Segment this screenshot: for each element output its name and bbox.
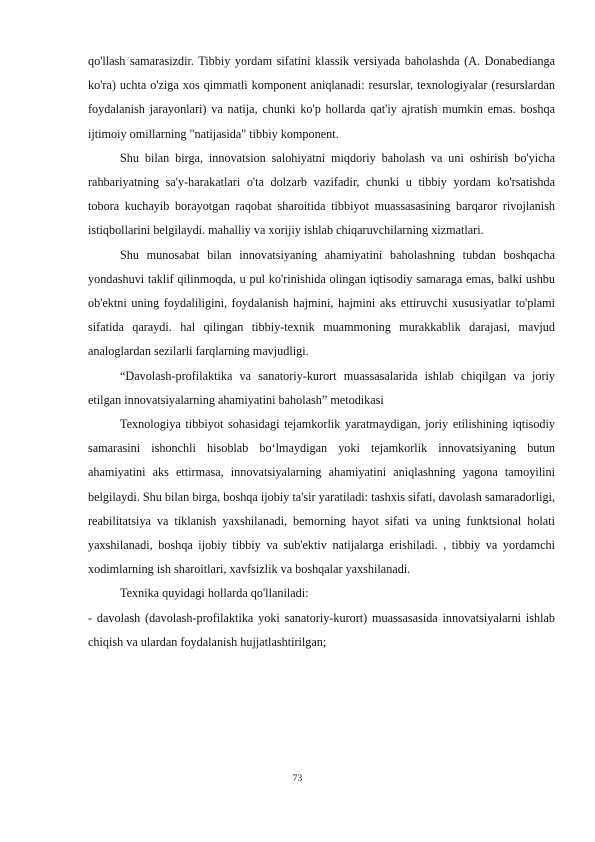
page-body — [88, 49, 555, 654]
paragraph-5: Texnologiya tibbiyot sohasidagi tejamkorlik yaratmaydigan, joriy etilishining iqtisodiy samarasini ishonchli hisoblab bo‘lmaydigan yoki tejamkorlik innovatsiyaning butun ahamiyatini aks ettirmasa, innovatsiyalarning ahamiyatini aniqlashning yagona tamoyilini belgilaydi. Shu bilan birga, boshqa ijobiy ta'sir yaratiladi: tashxis sifati, davolash samaradorligi, reabilitatsiya va tiklanish yaxshilanadi, bemorning hayot sifati va uning funktsional holati yaxshilanadi, boshqa ijobiy tibbiy va sub'ektiv natijalarga erishiladi. , tibbiy va yordamchi xodimlarning ish sharoitlari, xavfsizlik va boshqalar yaxshilanadi. — [88, 417, 555, 577]
paragraph-1: qo'llash samarasizdir. Tibbiy yordam sifatini klassik versiyada baholashda (A. Donabedianga ko'ra) uchta o'ziga xos qimmatli komponent aniqlanadi: resurslar, texnologiyalar (resurslardan foydalanish jarayonlari) va natija, chunki ko'p hollarda qat'iy ajratish mumkin emas. boshqa ijtimoiy omillarning "natijasida" tibbiy komponent. — [88, 54, 555, 141]
paragraph-6: Texnika quyidagi hollarda qo'llaniladi: — [120, 586, 309, 601]
paragraph-3: Shu munosabat bilan innovatsiyaning ahamiyatini baholashning tubdan boshqacha yondashuvi taklif qilinmoqda, u pul ko'rinishida olingan iqtisodiy samaraga emas, balki ushbu ob'ektni uning foydaliligini, foydalanish hajmini, hajmini aks ettiruvchi xususiyatlar to'plami sifatida qaraydi. hal qilingan tibbiy-texnik muammoning murakkablik darajasi, mavjud analoglardan sezilarli farqlarning mavjudligi. — [88, 247, 555, 359]
paragraph-2: Shu bilan birga, innovatsion salohiyatni miqdoriy baholash va uni oshirish bo'yicha rahbariyatning sa'y-harakatlari o'ta dolzarb vazifadir, chunki u tibbiy yordam ko'rsatishda tobora kuchayib borayotgan raqobat sharoitida tibbiyot muassasasining barqaror rivojlanish istiqbollarini belgilaydi. mahalliy va xorijiy ishlab chiqaruvchilarning xizmatlari. — [88, 150, 555, 238]
page-number: 73 — [292, 774, 303, 784]
paragraph-4: “Davolash-profilaktika va sanatoriy-kurort muassasalarida ishlab chiqilgan va joriy etilgan innovatsiyalarning ahamiyatini baholash” metodikasi — [88, 368, 555, 407]
paragraph-7: - davolash (davolash-profilaktika yoki sanatoriy-kurort) muassasasida innovatsiyalarni ishlab chiqish va ulardan foydalanish hujjatlashtirilgan; — [88, 610, 555, 649]
